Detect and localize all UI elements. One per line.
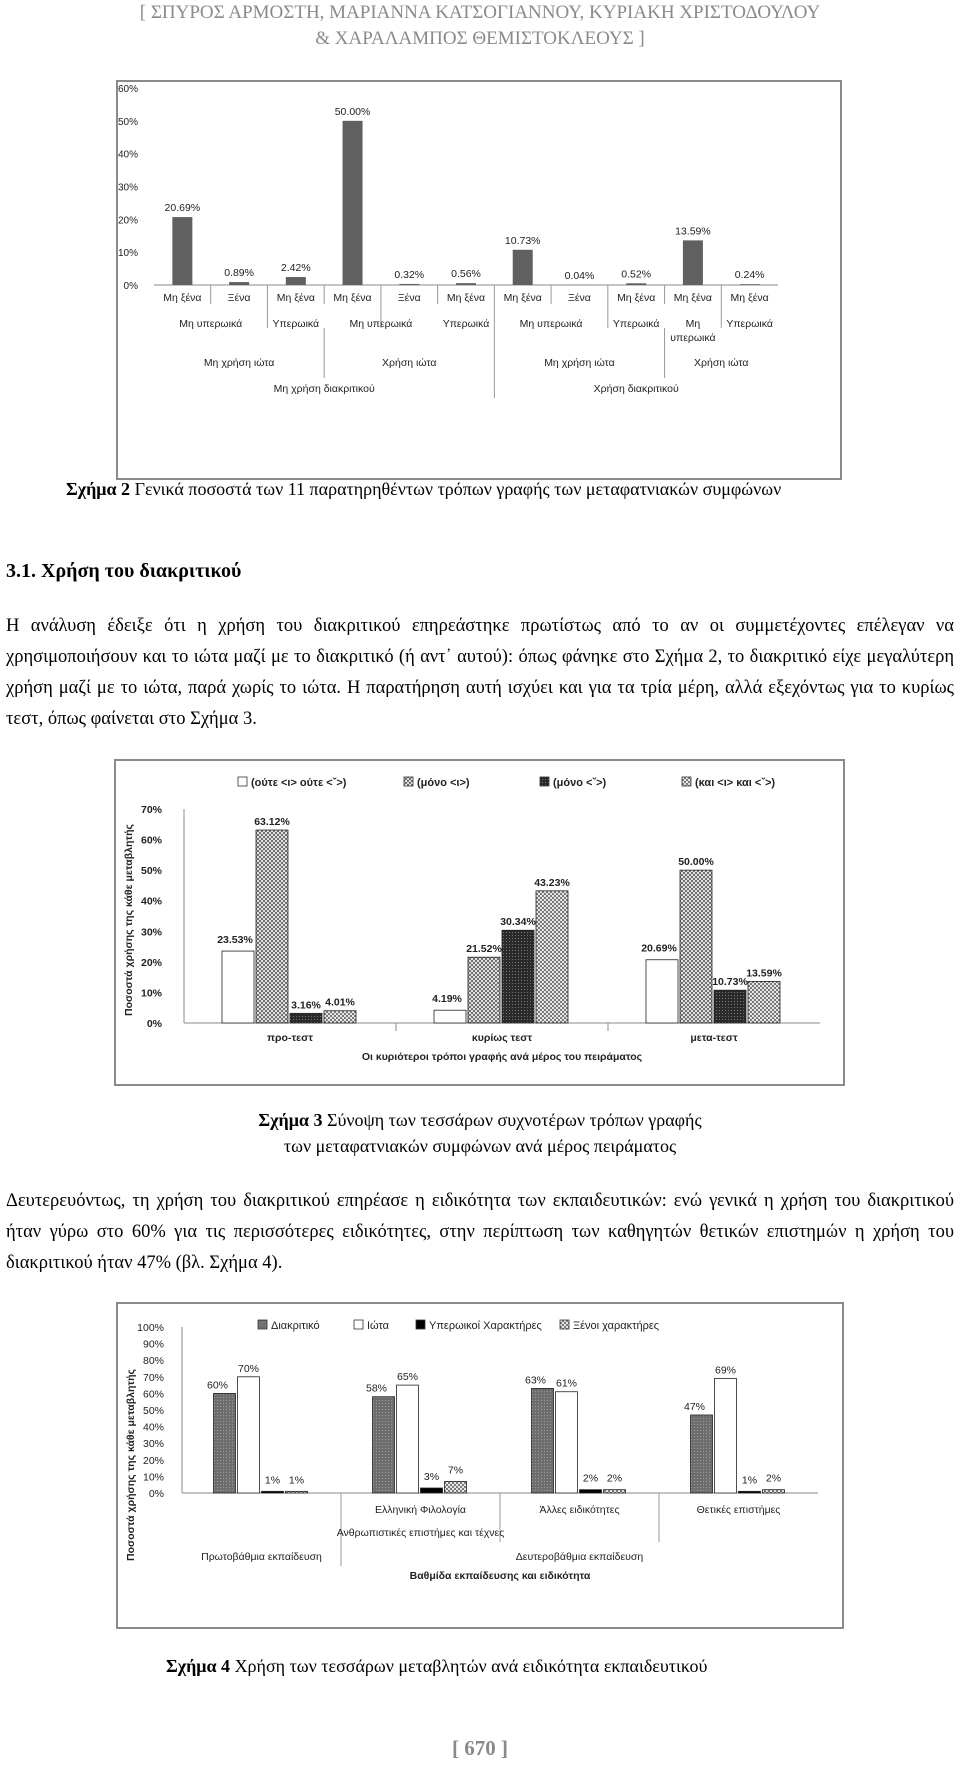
legend-swatch <box>238 777 247 786</box>
category-label: Μη ξένα <box>446 292 486 304</box>
paragraph-1: Η ανάλυση έδειξε ότι η χρήση του διακριτικού επηρεάστηκε πρωτίστως από το αν οι συμμετέχοντες επέλεγαν να χρησιμοποιήσουν και το ιώτα μαζί με το διακριτικό (ή αντ᾽ αυτού): όπως φάνηκε στο Σχήμα 2, το διακριτικό είχε μεγαλύτερη χρήση μαζί με το ιώτα, παρά χωρίς το ιώτα. Η παρατήρηση αυτή ισχύει και για τα τρία μέρη, αλλά εξεχόντως για το κυρίως τεστ, όπως φαίνεται στο Σχήμα 3. <box>6 616 954 729</box>
bar <box>399 284 419 285</box>
legend-swatch <box>540 777 549 786</box>
figure-3-caption-line-1: Σύνοψη των τεσσάρων συχνοτέρων τρόπων γραφής <box>322 1110 702 1130</box>
level-3-label: Μη χρήση ιώτα <box>203 357 275 369</box>
data-label: 20.69% <box>164 202 201 215</box>
category-label: Μη ξένα <box>673 292 713 304</box>
bar <box>556 1392 578 1493</box>
y-tick-label: 60% <box>118 84 138 95</box>
bar <box>373 1397 395 1493</box>
figure-3-caption <box>0 1107 960 1159</box>
figure-3-svg <box>116 761 843 1084</box>
data-label: 2% <box>582 1472 599 1485</box>
y-tick-label: 0% <box>148 1488 164 1500</box>
y-tick-label: 50% <box>118 116 138 128</box>
page-number: [ 670 ] <box>452 1736 508 1760</box>
figure-2-svg <box>118 82 840 478</box>
figure-4-caption-label: Σχήμα 4 <box>166 1656 231 1676</box>
data-label: 21.52% <box>466 943 502 956</box>
data-label: 63.12% <box>254 816 290 829</box>
y-tick-label: 10% <box>140 987 162 1000</box>
y-tick-label: 40% <box>142 1421 164 1434</box>
bar <box>286 1491 308 1493</box>
header-line-2: & ΧΑΡΑΛΑΜΠΟΣ ΘΕΜΙΣΤΟΚΛΕΟΥΣ ] <box>315 28 645 49</box>
data-label: 50.00% <box>678 856 714 869</box>
data-label: 10.73% <box>504 234 541 247</box>
legend-swatch <box>682 777 691 786</box>
legend-label: Διακριτικό <box>271 1320 320 1332</box>
data-label: 0.24% <box>734 269 765 282</box>
y-tick-label: 60% <box>140 834 162 847</box>
data-label: 3.16% <box>291 999 321 1012</box>
legend-label: Ξένοι χαρακτήρες <box>573 1320 660 1332</box>
bar <box>626 283 646 285</box>
level-2-label: Μη υπερωικά <box>179 318 243 330</box>
y-tick-label: 40% <box>118 149 138 161</box>
y-tick-label: 20% <box>142 1454 164 1467</box>
legend-swatch <box>354 1320 363 1329</box>
category-label: Μη ξένα <box>163 292 202 304</box>
level-3-label: Χρήση ιώτα <box>382 357 437 369</box>
bar <box>238 1377 260 1493</box>
data-label: 63% <box>524 1374 547 1387</box>
category-label: Μη ξένα <box>617 292 656 304</box>
data-label: 65% <box>396 1371 419 1384</box>
bar <box>646 960 678 1023</box>
bar <box>691 1415 713 1493</box>
paragraph-2: Δευτερευόντως, τη χρήση του διακριτικού επηρέασε η ειδικότητα των εκπαιδευτικών: ενώ γενικά η χρήση του διακριτικού ήταν γύρω στο 60% για τις περισσότερες ειδικότητες, στην περίπτωση των καθηγητών θετικών επιστημών η χρήση του διακριτικού ήταν 47% (βλ. Σχήμα 4). <box>6 1191 954 1273</box>
legend-swatch <box>258 1320 267 1329</box>
data-label: 58% <box>365 1382 388 1395</box>
category-label: Μη ξένα <box>333 292 372 304</box>
bar <box>680 870 712 1023</box>
data-label: 0.52% <box>621 268 652 281</box>
data-label: 50.00% <box>334 105 371 118</box>
data-label: 2% <box>606 1472 623 1485</box>
data-label: 7% <box>447 1464 464 1477</box>
figure-2-caption-text: Γενικά ποσοστά των 11 παρατηρηθέντων τρόπων γραφής των μεταφατνιακών συμφώνων <box>130 479 782 499</box>
category-label: Ξένα <box>568 292 591 304</box>
legend-label: Υπερωικοί Χαρακτήρες <box>429 1320 542 1332</box>
figure-2-caption <box>66 476 781 502</box>
y-tick-label: 30% <box>118 182 138 194</box>
bar <box>421 1488 443 1493</box>
figure-2-caption-label: Σχήμα 2 <box>66 479 131 499</box>
y-tick-label: 60% <box>142 1388 164 1401</box>
category-label: Μη ξένα <box>730 292 769 304</box>
bar <box>604 1490 626 1493</box>
figure-4-chart <box>116 1302 844 1629</box>
legend-label: Ιώτα <box>367 1320 390 1332</box>
y-tick-label: 70% <box>140 804 162 816</box>
figure-4-caption <box>166 1653 707 1679</box>
figure-2-chart <box>116 80 842 480</box>
data-label: 23.53% <box>217 934 253 947</box>
bar <box>502 930 534 1023</box>
level-2-label: Μη υπερωικά <box>349 318 413 330</box>
category-label: Ελληνική Φιλολογία <box>375 1504 466 1516</box>
level-2-label: Υπερωικά <box>272 318 320 330</box>
level-3-label: Μη χρήση ιώτα <box>544 357 615 369</box>
y-tick-label: 100% <box>137 1322 164 1334</box>
y-tick-label: 10% <box>118 248 138 260</box>
data-label: 43.23% <box>534 876 570 889</box>
figure-3-caption-line-2: των μεταφατνιακών συμφώνων ανά μέρος πειράματος <box>283 1136 677 1156</box>
data-label: 0.04% <box>564 269 595 282</box>
group-label: Πρωτοβάθμια εκπαίδευση <box>201 1551 322 1563</box>
bar <box>445 1481 467 1493</box>
running-header <box>0 0 960 52</box>
category-label: κυρίως τεστ <box>471 1032 533 1044</box>
bar <box>740 284 760 285</box>
group-label: Δευτεροβάθμια εκπαίδευση <box>515 1551 644 1563</box>
level-4-label: Χρήση διακριτικού <box>593 383 679 395</box>
category-label: προ-τεστ <box>267 1032 313 1044</box>
figure-4-svg <box>118 1304 842 1627</box>
legend-label: (μόνο <ˇ>) <box>553 777 607 789</box>
figure-3-chart <box>114 759 845 1086</box>
bar <box>714 990 746 1023</box>
legend-label: (ούτε <ι> ούτε <ˇ>) <box>251 777 347 789</box>
level-2-label: υπερωικά <box>670 332 716 344</box>
legend-swatch <box>404 777 413 786</box>
bar <box>536 891 568 1023</box>
figure-4-caption-text: Χρήση των τεσσάρων μεταβλητών ανά ειδικότητα εκπαιδευτικού <box>230 1656 708 1676</box>
bar <box>580 1490 602 1493</box>
y-tick-label: 40% <box>140 895 162 908</box>
data-label: 69% <box>714 1364 737 1377</box>
figure-3-caption-label: Σχήμα 3 <box>258 1110 323 1130</box>
bar <box>456 283 476 285</box>
group-label: Ανθρωπιστικές επιστήμες και τέχνες <box>336 1527 505 1539</box>
data-label: 0.89% <box>224 267 254 280</box>
legend-swatch <box>416 1320 425 1329</box>
level-2-label: Υπερωικά <box>612 318 660 330</box>
bar <box>229 282 249 285</box>
y-tick-label: 90% <box>142 1338 164 1351</box>
level-4-label: Μη χρήση διακριτικού <box>273 383 375 395</box>
data-label: 70% <box>237 1362 260 1375</box>
bar <box>172 217 192 285</box>
category-label: Ξένα <box>227 292 251 304</box>
data-label: 1% <box>264 1474 281 1487</box>
legend-label: (μόνο <ι>) <box>417 777 470 789</box>
bar <box>513 250 533 285</box>
data-label: 20.69% <box>641 942 677 955</box>
y-tick-label: 30% <box>140 926 162 939</box>
data-label: 4.01% <box>325 996 355 1009</box>
level-2-label: Μη υπερωικά <box>519 318 583 330</box>
category-label: Ξένα <box>397 292 421 304</box>
data-label: 0.56% <box>451 268 481 281</box>
bar <box>290 1013 322 1023</box>
section-title: 3.1. Χρήση του διακριτικού <box>6 560 242 582</box>
data-label: 13.59% <box>746 967 782 980</box>
bar <box>763 1490 785 1493</box>
category-label: μετα-τεστ <box>690 1032 738 1044</box>
data-label: 10.73% <box>712 976 748 989</box>
bar <box>715 1378 737 1493</box>
bar <box>532 1388 554 1493</box>
data-label: 47% <box>683 1400 706 1413</box>
data-label: 61% <box>555 1377 578 1390</box>
data-label: 2% <box>765 1472 782 1485</box>
y-axis-title: Ποσοστά χρήσης της κάθε μεταβλητής <box>125 1369 137 1561</box>
category-label: Μη ξένα <box>276 292 315 304</box>
bar <box>286 277 306 285</box>
x-axis-title: Οι κυριότεροι τρόποι γραφής ανά μέρος του πειράματος <box>361 1051 643 1063</box>
y-tick-label: 80% <box>142 1355 164 1368</box>
bar <box>397 1385 419 1493</box>
data-label: 1% <box>288 1474 305 1487</box>
bar <box>214 1393 236 1493</box>
y-tick-label: 30% <box>142 1438 164 1451</box>
level-2-label: Μη <box>685 318 701 330</box>
data-label: 30.34% <box>500 916 536 929</box>
header-line-1: [ ΣΠΥΡΟΣ ΑΡΜΟΣΤΗ, ΜΑΡΙΑΝΝΑ ΚΑΤΣΟΓΙΑΝΝΟΥ, ΚΥΡΙΑΚΗ ΧΡΙΣΤΟΔΟΥΛΟΥ <box>139 2 821 23</box>
bar <box>222 951 254 1023</box>
data-label: 4.19% <box>432 993 462 1006</box>
legend-swatch <box>560 1320 569 1329</box>
level-3-label: Χρήση ιώτα <box>694 357 749 369</box>
y-tick-label: 20% <box>140 956 162 969</box>
data-label: 0.32% <box>394 268 425 281</box>
category-label: Μη ξένα <box>503 292 542 304</box>
bar <box>434 1010 466 1023</box>
y-tick-label: 70% <box>142 1371 164 1384</box>
level-2-label: Υπερωικά <box>442 318 490 330</box>
data-label: 3% <box>423 1471 440 1484</box>
bar <box>683 240 703 285</box>
data-label: 60% <box>206 1379 229 1392</box>
y-tick-label: 50% <box>142 1405 164 1417</box>
bar <box>324 1011 356 1023</box>
y-tick-label: 0% <box>146 1018 162 1030</box>
category-label: Άλλες ειδικότητες <box>539 1504 620 1516</box>
x-axis-title: Βαθμίδα εκπαίδευσης και ειδικότητα <box>409 1570 591 1582</box>
y-tick-label: 10% <box>142 1471 164 1484</box>
data-label: 13.59% <box>675 225 711 238</box>
bar <box>748 981 780 1023</box>
bar <box>256 830 288 1023</box>
category-label: Θετικές επιστήμες <box>696 1504 781 1516</box>
y-axis-title: Ποσοστά χρήσης της κάθε μεταβλητής <box>123 824 135 1016</box>
y-tick-label: 50% <box>140 865 162 878</box>
data-label: 2.42% <box>280 262 311 275</box>
legend-label: (και <ι> και <ˇ>) <box>695 777 776 789</box>
data-label: 1% <box>741 1474 758 1487</box>
y-tick-label: 20% <box>118 215 138 227</box>
bar <box>739 1491 761 1493</box>
bar <box>262 1491 284 1493</box>
y-tick-label: 0% <box>123 281 138 292</box>
bar <box>343 121 363 285</box>
level-2-label: Υπερωικά <box>726 318 773 330</box>
bar <box>468 957 500 1023</box>
